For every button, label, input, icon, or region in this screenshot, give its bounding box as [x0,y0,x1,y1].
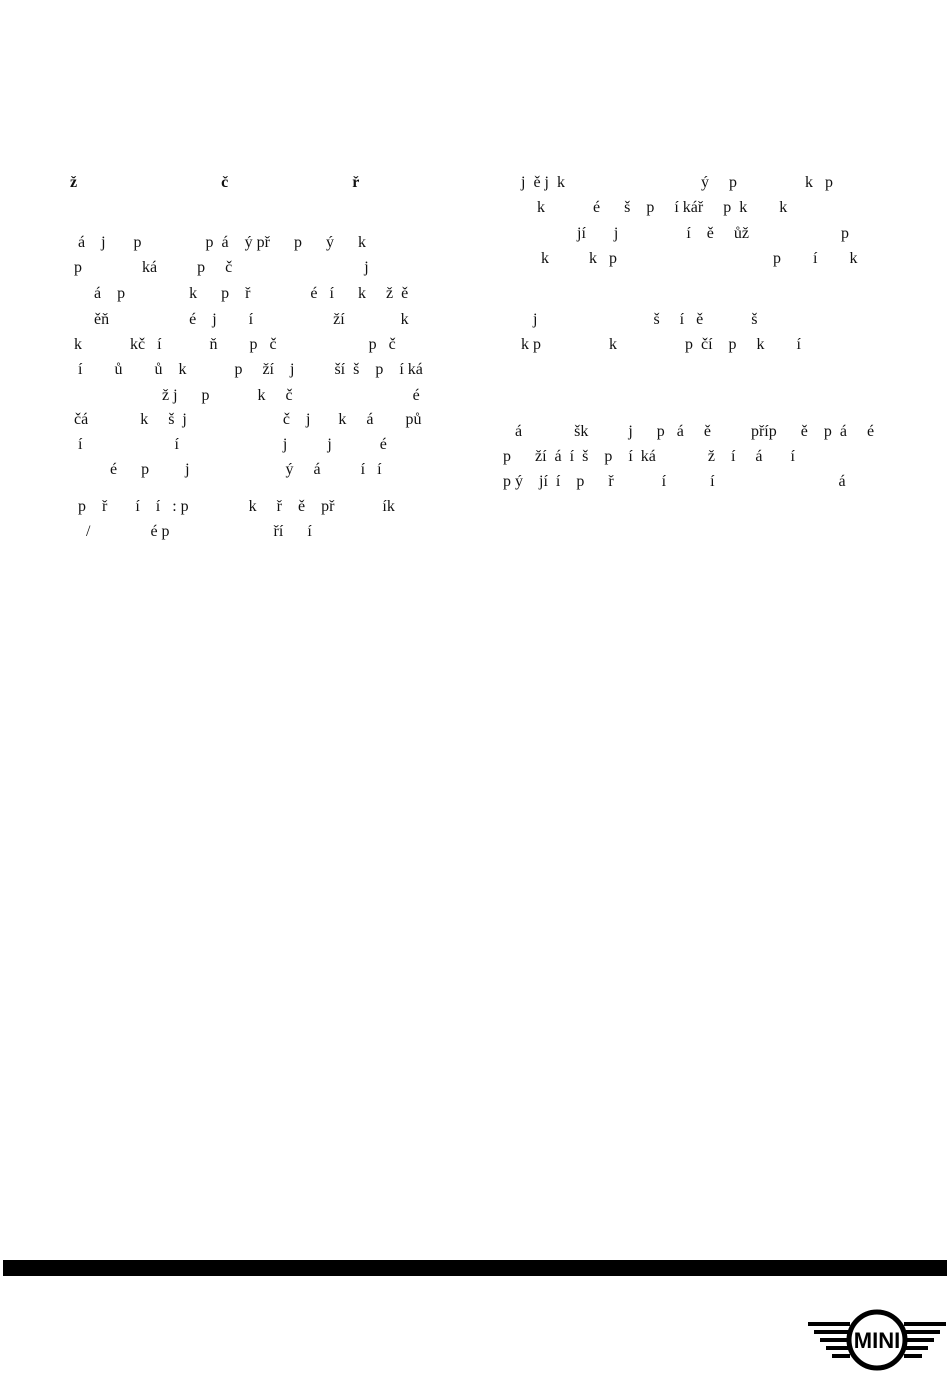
left-paragraph-1-line: p ká p č j [74,259,369,276]
left-heading: ž č ř [70,174,360,191]
left-paragraph-2-line: p ř í í : p k ř ě př ík [74,498,395,515]
mini-wings-logo-icon [806,1308,948,1372]
left-paragraph-1-line: á j p p á ý př p ý k [74,234,366,251]
right-paragraph-1-line: jí j í ě ůž p [513,225,849,242]
left-paragraph-1-line: čá k š j č j k á pů [74,411,422,428]
left-paragraph-1-line: é p j ý á í í [74,461,382,478]
right-paragraph-3-line: p ží á í š p í ká ž í á í [503,448,795,465]
left-paragraph-1-line: ěň é j í ží k [74,311,409,328]
right-paragraph-1-line: j ě j k ý p k p [513,174,833,191]
left-paragraph-2-line: / é p ří í [74,523,312,540]
left-paragraph-1-line: k kč í ň p č p č [74,336,396,353]
right-paragraph-1-line: k é š p í kář p k k [513,199,788,216]
right-paragraph-2-line: j š í ě š [513,311,758,328]
logo-text: MINI [853,1328,901,1353]
left-paragraph-1-line: ž j p k č é [74,387,420,404]
left-paragraph-1-line: á p k p ř é í k ž ě [74,285,409,302]
left-paragraph-1-line: í í j j é [74,436,387,453]
right-paragraph-3-line: á šk j p á ě příp ě p á é [503,423,875,440]
right-paragraph-1-line: k k p p í k [513,250,858,267]
footer-bar [3,1260,947,1276]
left-paragraph-1-line: í ů ů k p ží j ší š p í ká [74,361,423,378]
mini-logo [806,1308,948,1372]
right-paragraph-2-line: k p k p čí p k í [513,336,801,353]
right-paragraph-3-line: p ý jí í p ř í í á [503,473,846,490]
